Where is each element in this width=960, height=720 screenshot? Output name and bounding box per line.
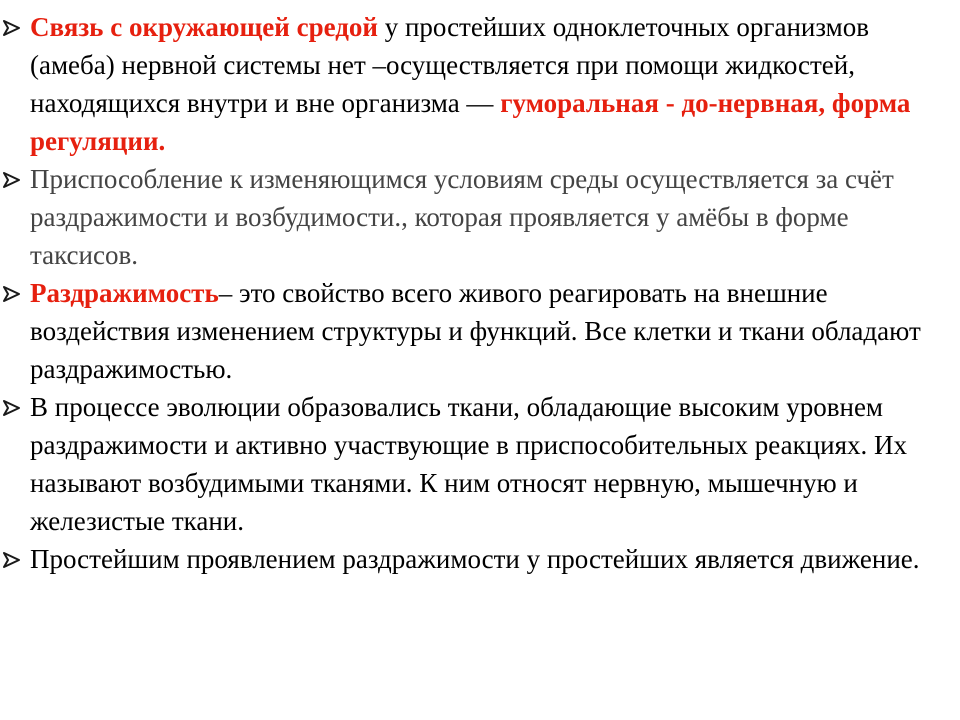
arrowhead-bullet-icon (3, 171, 21, 189)
bullet-item-adaptation (0, 160, 955, 274)
bullet-item-irritability (0, 274, 955, 388)
bullet-text: у простейших одноклеточных организмов (амеба) нервной системы нет –осуществляется при помощи жидкостей, находящихся внутри и вне организма — (30, 12, 870, 118)
bullet-text: Приспособление к изменяющимся условиям среды осуществляется за счёт раздражимости и возбудимости., которая проявляется у амёбы в форме таксисов. (30, 164, 894, 270)
arrowhead-bullet-icon (3, 399, 21, 417)
arrowhead-bullet-icon (3, 285, 21, 303)
term-humoral-regulation: гуморальная - до-нервная, форма регуляции. (30, 88, 911, 156)
term-irritability: Раздражимость (30, 278, 219, 308)
bullet-list (0, 8, 955, 578)
bullet-item-movement (0, 540, 955, 578)
bullet-text: – это свойство всего живого реагировать на внешние воздействия изменением структуры и функций. Все клетки и ткани обладают раздражимостью. (30, 278, 921, 384)
term-environment-link: Связь с окружающей средой (30, 12, 378, 42)
bullet-item-environment-link (0, 8, 955, 160)
arrowhead-bullet-icon (3, 551, 21, 569)
bullet-text: В процессе эволюции образовались ткани, обладающие высоким уровнем раздражимости и активно участвующие в приспособительных реакциях. Их называют возбудимыми тканями. К ним относят нервную, мышечную и железистые ткани. (30, 392, 907, 536)
bullet-text: Простейшим проявлением раздражимости у простейших является движение. (30, 544, 920, 574)
arrowhead-bullet-icon (3, 19, 21, 37)
bullet-item-excitable-tissues (0, 388, 955, 540)
